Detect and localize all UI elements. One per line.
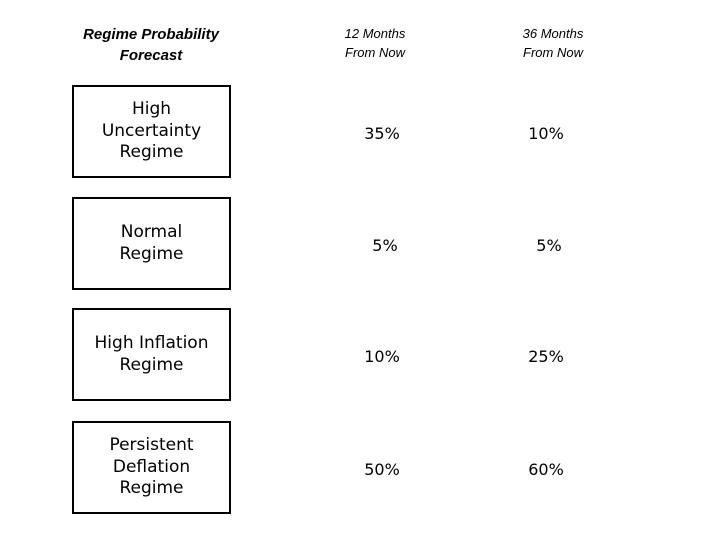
column-header-36-months (488, 24, 618, 62)
column-header-12-line1: 12 Months (344, 26, 406, 41)
regime-label-line: Normal (120, 222, 183, 242)
regime-label-line: Regime (119, 478, 184, 499)
probability-12-months-normal: 5% (372, 236, 398, 255)
probability-12-months-high-inflation: 10% (364, 347, 400, 366)
probability-36-months-normal: 5% (536, 236, 562, 255)
column-header-36-line1: 36 Months (522, 26, 584, 41)
forecast-title-line2: Forecast (119, 47, 183, 64)
regime-box-high-uncertainty (72, 85, 231, 178)
regime-box-high-inflation (72, 308, 231, 401)
regime-box-normal (72, 197, 231, 290)
probability-36-months-high-inflation: 25% (528, 347, 564, 366)
column-header-12-line2: From Now (345, 45, 405, 60)
regime-label-line: Deflation (112, 456, 191, 477)
column-header-12-months (310, 24, 440, 62)
regime-label-line: Persistent (109, 435, 194, 456)
forecast-title (60, 24, 242, 66)
forecast-title-line1: Regime Probability (83, 26, 219, 43)
probability-12-months-persistent-deflation: 50% (364, 460, 400, 479)
regime-label-line: High (131, 99, 172, 120)
regime-label-line: Regime (119, 243, 184, 264)
regime-label-line: Regime (119, 142, 184, 163)
regime-box-persistent-deflation (72, 421, 231, 514)
regime-label-line: Regime (119, 354, 184, 375)
probability-12-months-high-uncertainty: 35% (364, 124, 400, 143)
regime-label-line: High Inflation (94, 333, 209, 353)
column-header-36-line2: From Now (523, 45, 583, 60)
probability-36-months-high-uncertainty: 10% (528, 124, 564, 143)
regime-label-line: Uncertainty (101, 120, 202, 141)
probability-36-months-persistent-deflation: 60% (528, 460, 564, 479)
